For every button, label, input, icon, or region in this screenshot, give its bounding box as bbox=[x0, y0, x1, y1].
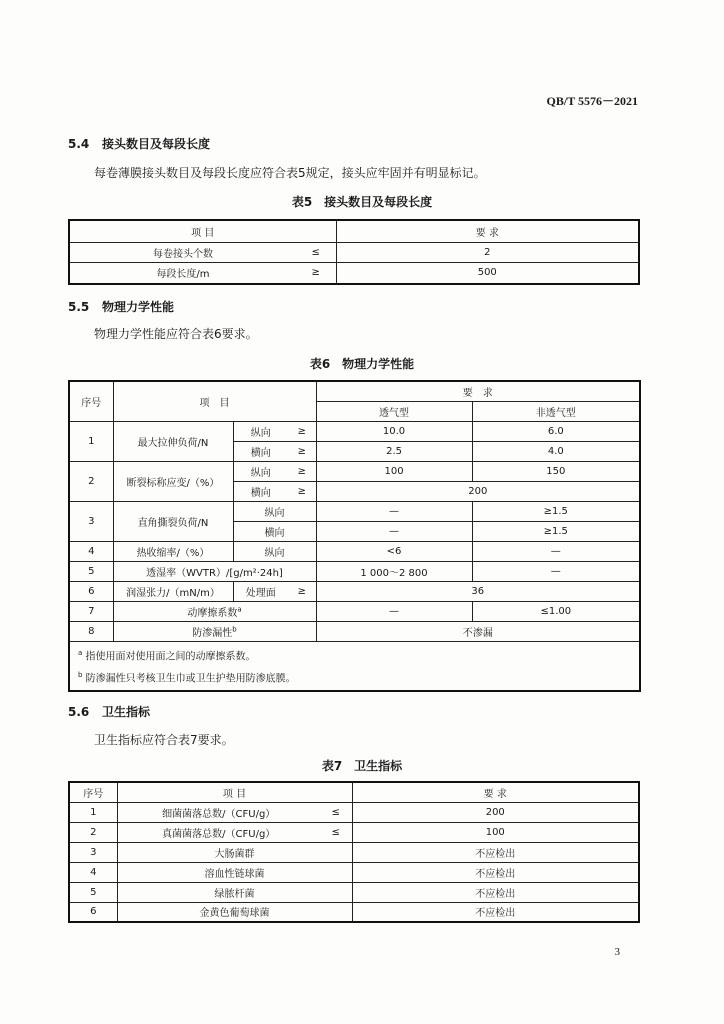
table-row bbox=[69, 842, 639, 862]
merged-value: 36 bbox=[316, 581, 640, 601]
breathable-value: — bbox=[316, 601, 472, 621]
table-row bbox=[69, 561, 640, 581]
table-row bbox=[69, 621, 640, 641]
value-cell: 2 bbox=[336, 242, 639, 262]
table-row bbox=[69, 882, 639, 902]
table-header-row bbox=[69, 381, 640, 401]
row-number: 3 bbox=[69, 501, 113, 541]
item-cell: 断裂标称应变/（%） bbox=[113, 461, 233, 501]
symbol-cell: ≥ bbox=[288, 481, 316, 501]
merged-value: 不渗漏 bbox=[316, 621, 640, 641]
note-a bbox=[78, 644, 631, 666]
breathable-value: 1 000～2 800 bbox=[316, 561, 472, 581]
header-number: 序号 bbox=[69, 381, 113, 421]
item-cell: 每卷接头个数 bbox=[69, 242, 296, 262]
value-cell: 500 bbox=[336, 262, 639, 284]
item-cell: 金黄色葡萄球菌 bbox=[117, 902, 352, 922]
item-cell: 细菌菌落总数/（CFU/g） bbox=[117, 802, 320, 822]
symbol-cell: ≥ bbox=[288, 461, 316, 481]
table-notes bbox=[69, 641, 640, 691]
non-breathable-value: ≥1.5 bbox=[472, 521, 640, 541]
breathable-value: — bbox=[316, 521, 472, 541]
direction-cell: 纵向 bbox=[233, 541, 316, 561]
header-requirement: 要 求 bbox=[336, 220, 639, 242]
section-5-6-paragraph: 卫生指标应符合表7要求。 bbox=[94, 733, 234, 747]
value-cell: 不应检出 bbox=[352, 842, 639, 862]
table-row bbox=[69, 421, 640, 441]
table-row bbox=[69, 581, 640, 601]
table-row bbox=[69, 601, 640, 621]
note-b bbox=[78, 666, 631, 688]
note-mark: a bbox=[78, 648, 83, 657]
header-item: 项 目 bbox=[113, 381, 316, 421]
value-cell: 不应检出 bbox=[352, 862, 639, 882]
table-6 bbox=[68, 380, 641, 692]
row-number: 4 bbox=[69, 862, 117, 882]
table-header-row bbox=[69, 782, 639, 802]
row-number: 2 bbox=[69, 461, 113, 501]
section-5-6-heading bbox=[68, 703, 150, 720]
breathable-value: <6 bbox=[316, 541, 472, 561]
header-item: 项 目 bbox=[117, 782, 352, 802]
value-cell: 不应检出 bbox=[352, 902, 639, 922]
table-row bbox=[69, 541, 640, 561]
page-number: 3 bbox=[614, 946, 620, 958]
row-number: 5 bbox=[69, 882, 117, 902]
value-cell: 200 bbox=[352, 802, 639, 822]
row-number: 8 bbox=[69, 621, 113, 641]
table-7 bbox=[68, 781, 640, 923]
item-cell: 绿脓杆菌 bbox=[117, 882, 352, 902]
item-cell: 大肠菌群 bbox=[117, 842, 352, 862]
item-cell bbox=[113, 601, 316, 621]
section-5-4-heading bbox=[68, 135, 210, 152]
header-requirement: 要 求 bbox=[352, 782, 639, 802]
section-title: 接头数目及每段长度 bbox=[102, 137, 211, 151]
header-non-breathable: 非透气型 bbox=[472, 401, 640, 421]
row-number: 6 bbox=[69, 581, 113, 601]
note-text: 防渗漏性只考核卫生巾或卫生护垫用防渗底膜。 bbox=[85, 673, 296, 685]
table-row bbox=[69, 262, 639, 284]
section-number: 5.4 bbox=[68, 137, 90, 151]
direction-cell: 横向 bbox=[233, 481, 288, 501]
table-notes-row bbox=[69, 641, 640, 691]
item-cell: 溶血性链球菌 bbox=[117, 862, 352, 882]
table-7-caption: 表7 卫生指标 bbox=[321, 759, 403, 773]
item-cell: 真菌菌落总数/（CFU/g） bbox=[117, 822, 320, 842]
table-row bbox=[69, 862, 639, 882]
table-row bbox=[69, 461, 640, 481]
section-number: 5.5 bbox=[68, 300, 90, 314]
table-row bbox=[69, 902, 639, 922]
direction-cell: 处理面 bbox=[233, 581, 288, 601]
symbol-cell: ≥ bbox=[296, 262, 336, 284]
breathable-value: 100 bbox=[316, 461, 472, 481]
standard-code: QB/T 5576－2021 bbox=[546, 94, 638, 108]
table-row bbox=[69, 802, 639, 822]
breathable-value: 2.5 bbox=[316, 441, 472, 461]
item-text: 防渗漏性 bbox=[192, 627, 233, 639]
header-breathable: 透气型 bbox=[316, 401, 472, 421]
value-cell: 不应检出 bbox=[352, 882, 639, 902]
section-title: 卫生指标 bbox=[102, 705, 151, 719]
footnote-mark: b bbox=[232, 625, 237, 634]
header-requirement: 要 求 bbox=[316, 381, 640, 401]
header-number: 序号 bbox=[69, 782, 117, 802]
row-number: 2 bbox=[69, 822, 117, 842]
direction-cell: 纵向 bbox=[233, 461, 288, 481]
symbol-cell: ≤ bbox=[296, 242, 336, 262]
item-cell bbox=[113, 621, 316, 641]
non-breathable-value: — bbox=[472, 541, 640, 561]
non-breathable-value: 6.0 bbox=[472, 421, 640, 441]
item-cell: 润湿张力/（mN/m） bbox=[113, 581, 233, 601]
non-breathable-value: ≥1.5 bbox=[472, 501, 640, 521]
item-cell: 直角撕裂负荷/N bbox=[113, 501, 233, 541]
direction-cell: 横向 bbox=[233, 521, 316, 541]
breathable-value: 10.0 bbox=[316, 421, 472, 441]
item-text: 动摩擦系数 bbox=[187, 607, 238, 619]
row-number: 6 bbox=[69, 902, 117, 922]
table-5-caption: 表5 接头数目及每段长度 bbox=[291, 195, 433, 209]
item-cell: 每段长度/m bbox=[69, 262, 296, 284]
section-number: 5.6 bbox=[68, 705, 90, 719]
section-title: 物理力学性能 bbox=[102, 300, 175, 314]
section-5-5-heading bbox=[68, 298, 174, 315]
symbol-cell: ≤ bbox=[320, 802, 352, 822]
row-number: 3 bbox=[69, 842, 117, 862]
item-cell: 透湿率（WVTR）/[g/m²·24h] bbox=[113, 561, 316, 581]
table-row bbox=[69, 242, 639, 262]
section-5-4-paragraph: 每卷薄膜接头数目及每段长度应符合表5规定，接头应牢固并有明显标记。 bbox=[94, 166, 486, 180]
row-number: 5 bbox=[69, 561, 113, 581]
note-text: 指使用面对使用面之间的动摩擦系数。 bbox=[85, 650, 256, 662]
direction-cell: 纵向 bbox=[233, 501, 316, 521]
row-number: 4 bbox=[69, 541, 113, 561]
item-cell: 最大拉伸负荷/N bbox=[113, 421, 233, 461]
direction-cell: 纵向 bbox=[233, 421, 288, 441]
section-5-5-paragraph: 物理力学性能应符合表6要求。 bbox=[94, 327, 258, 341]
non-breathable-value: — bbox=[472, 561, 640, 581]
non-breathable-value: ≤1.00 bbox=[472, 601, 640, 621]
item-cell: 热收缩率/（%） bbox=[113, 541, 233, 561]
row-number: 7 bbox=[69, 601, 113, 621]
symbol-cell: ≥ bbox=[288, 421, 316, 441]
non-breathable-value: 150 bbox=[472, 461, 640, 481]
note-mark: b bbox=[78, 670, 83, 679]
row-number: 1 bbox=[69, 802, 117, 822]
merged-value: 200 bbox=[316, 481, 640, 501]
table-row bbox=[69, 822, 639, 842]
value-cell: 100 bbox=[352, 822, 639, 842]
table-header-row bbox=[69, 220, 639, 242]
footnote-mark: a bbox=[237, 605, 242, 614]
direction-cell: 横向 bbox=[233, 441, 288, 461]
table-5 bbox=[68, 219, 640, 285]
symbol-cell: ≥ bbox=[288, 581, 316, 601]
breathable-value: — bbox=[316, 501, 472, 521]
symbol-cell: ≤ bbox=[320, 822, 352, 842]
table-row bbox=[69, 501, 640, 521]
non-breathable-value: 4.0 bbox=[472, 441, 640, 461]
row-number: 1 bbox=[69, 421, 113, 461]
table-6-caption: 表6 物理力学性能 bbox=[309, 357, 415, 371]
header-item: 项 目 bbox=[69, 220, 336, 242]
symbol-cell: ≥ bbox=[288, 441, 316, 461]
